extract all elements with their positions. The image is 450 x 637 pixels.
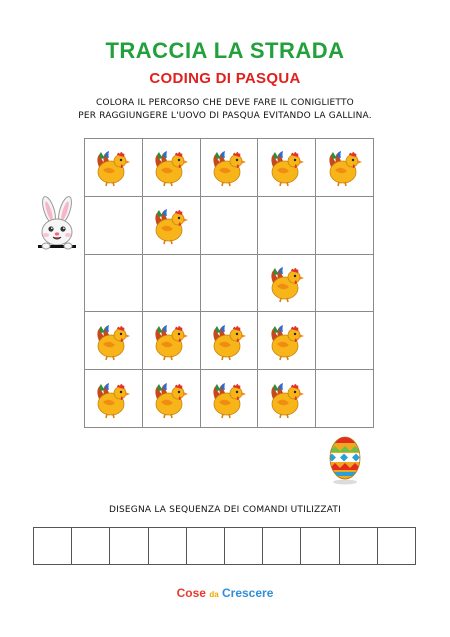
grid-cell[interactable]: [143, 197, 201, 255]
hen-icon: [265, 261, 309, 305]
grid-cell[interactable]: [143, 139, 201, 197]
page-subtitle: CODING DI PASQUA: [149, 70, 301, 87]
hen-icon: [149, 203, 193, 247]
grid-cell[interactable]: [316, 370, 374, 428]
grid-cell[interactable]: [316, 312, 374, 370]
command-box[interactable]: [263, 528, 301, 564]
grid-cell[interactable]: [143, 312, 201, 370]
command-box[interactable]: [34, 528, 72, 564]
path-grid: [84, 138, 374, 428]
brand-logo: [0, 586, 450, 600]
command-box[interactable]: [301, 528, 339, 564]
command-box[interactable]: [340, 528, 378, 564]
grid-cell[interactable]: [85, 139, 143, 197]
easter-egg-icon: [325, 432, 365, 486]
command-box[interactable]: [72, 528, 110, 564]
grid-cell[interactable]: [201, 139, 259, 197]
grid-cell[interactable]: [316, 139, 374, 197]
hen-icon: [265, 319, 309, 363]
hen-icon: [265, 377, 309, 421]
grid-cell[interactable]: [258, 255, 316, 313]
grid-cell[interactable]: [85, 312, 143, 370]
hen-icon: [91, 319, 135, 363]
grid-cell[interactable]: [85, 255, 143, 313]
grid-cell[interactable]: [143, 255, 201, 313]
bunny-icon: [32, 196, 82, 254]
hen-icon: [207, 145, 251, 189]
hen-icon: [91, 377, 135, 421]
hen-icon: [149, 377, 193, 421]
hen-icon: [207, 319, 251, 363]
grid-cell[interactable]: [201, 312, 259, 370]
grid-cell[interactable]: [258, 139, 316, 197]
grid-cell[interactable]: [201, 370, 259, 428]
command-box[interactable]: [110, 528, 148, 564]
grid-cell[interactable]: [85, 197, 143, 255]
command-box[interactable]: [378, 528, 415, 564]
grid-cell[interactable]: [143, 370, 201, 428]
grid-cell[interactable]: [85, 370, 143, 428]
grid-cell[interactable]: [316, 197, 374, 255]
hen-icon: [265, 145, 309, 189]
hen-icon: [149, 145, 193, 189]
hen-icon: [149, 319, 193, 363]
command-box[interactable]: [187, 528, 225, 564]
grid-cell[interactable]: [258, 197, 316, 255]
hen-icon: [207, 377, 251, 421]
logo-text-3: Crescere: [222, 586, 274, 600]
grid-cell[interactable]: [316, 255, 374, 313]
logo-text-2: da: [209, 590, 219, 599]
instruction-line-1: COLORA IL PERCORSO CHE DEVE FARE IL CONIGLIETTO: [96, 98, 354, 108]
command-box[interactable]: [149, 528, 187, 564]
grid-cell[interactable]: [201, 255, 259, 313]
instruction-line-2: PER RAGGIUNGERE L'UOVO DI PASQUA EVITANDO LA GALLINA.: [78, 111, 372, 121]
sequence-label: DISEGNA LA SEQUENZA DEI COMANDI UTILIZZATI: [109, 505, 341, 515]
command-sequence-boxes: [33, 527, 416, 565]
grid-cell[interactable]: [258, 312, 316, 370]
page-title: TRACCIA LA STRADA: [105, 38, 345, 63]
hen-icon: [91, 145, 135, 189]
grid-cell[interactable]: [258, 370, 316, 428]
logo-text-1: Cose: [176, 586, 206, 600]
command-box[interactable]: [225, 528, 263, 564]
grid-cell[interactable]: [201, 197, 259, 255]
hen-icon: [323, 145, 367, 189]
